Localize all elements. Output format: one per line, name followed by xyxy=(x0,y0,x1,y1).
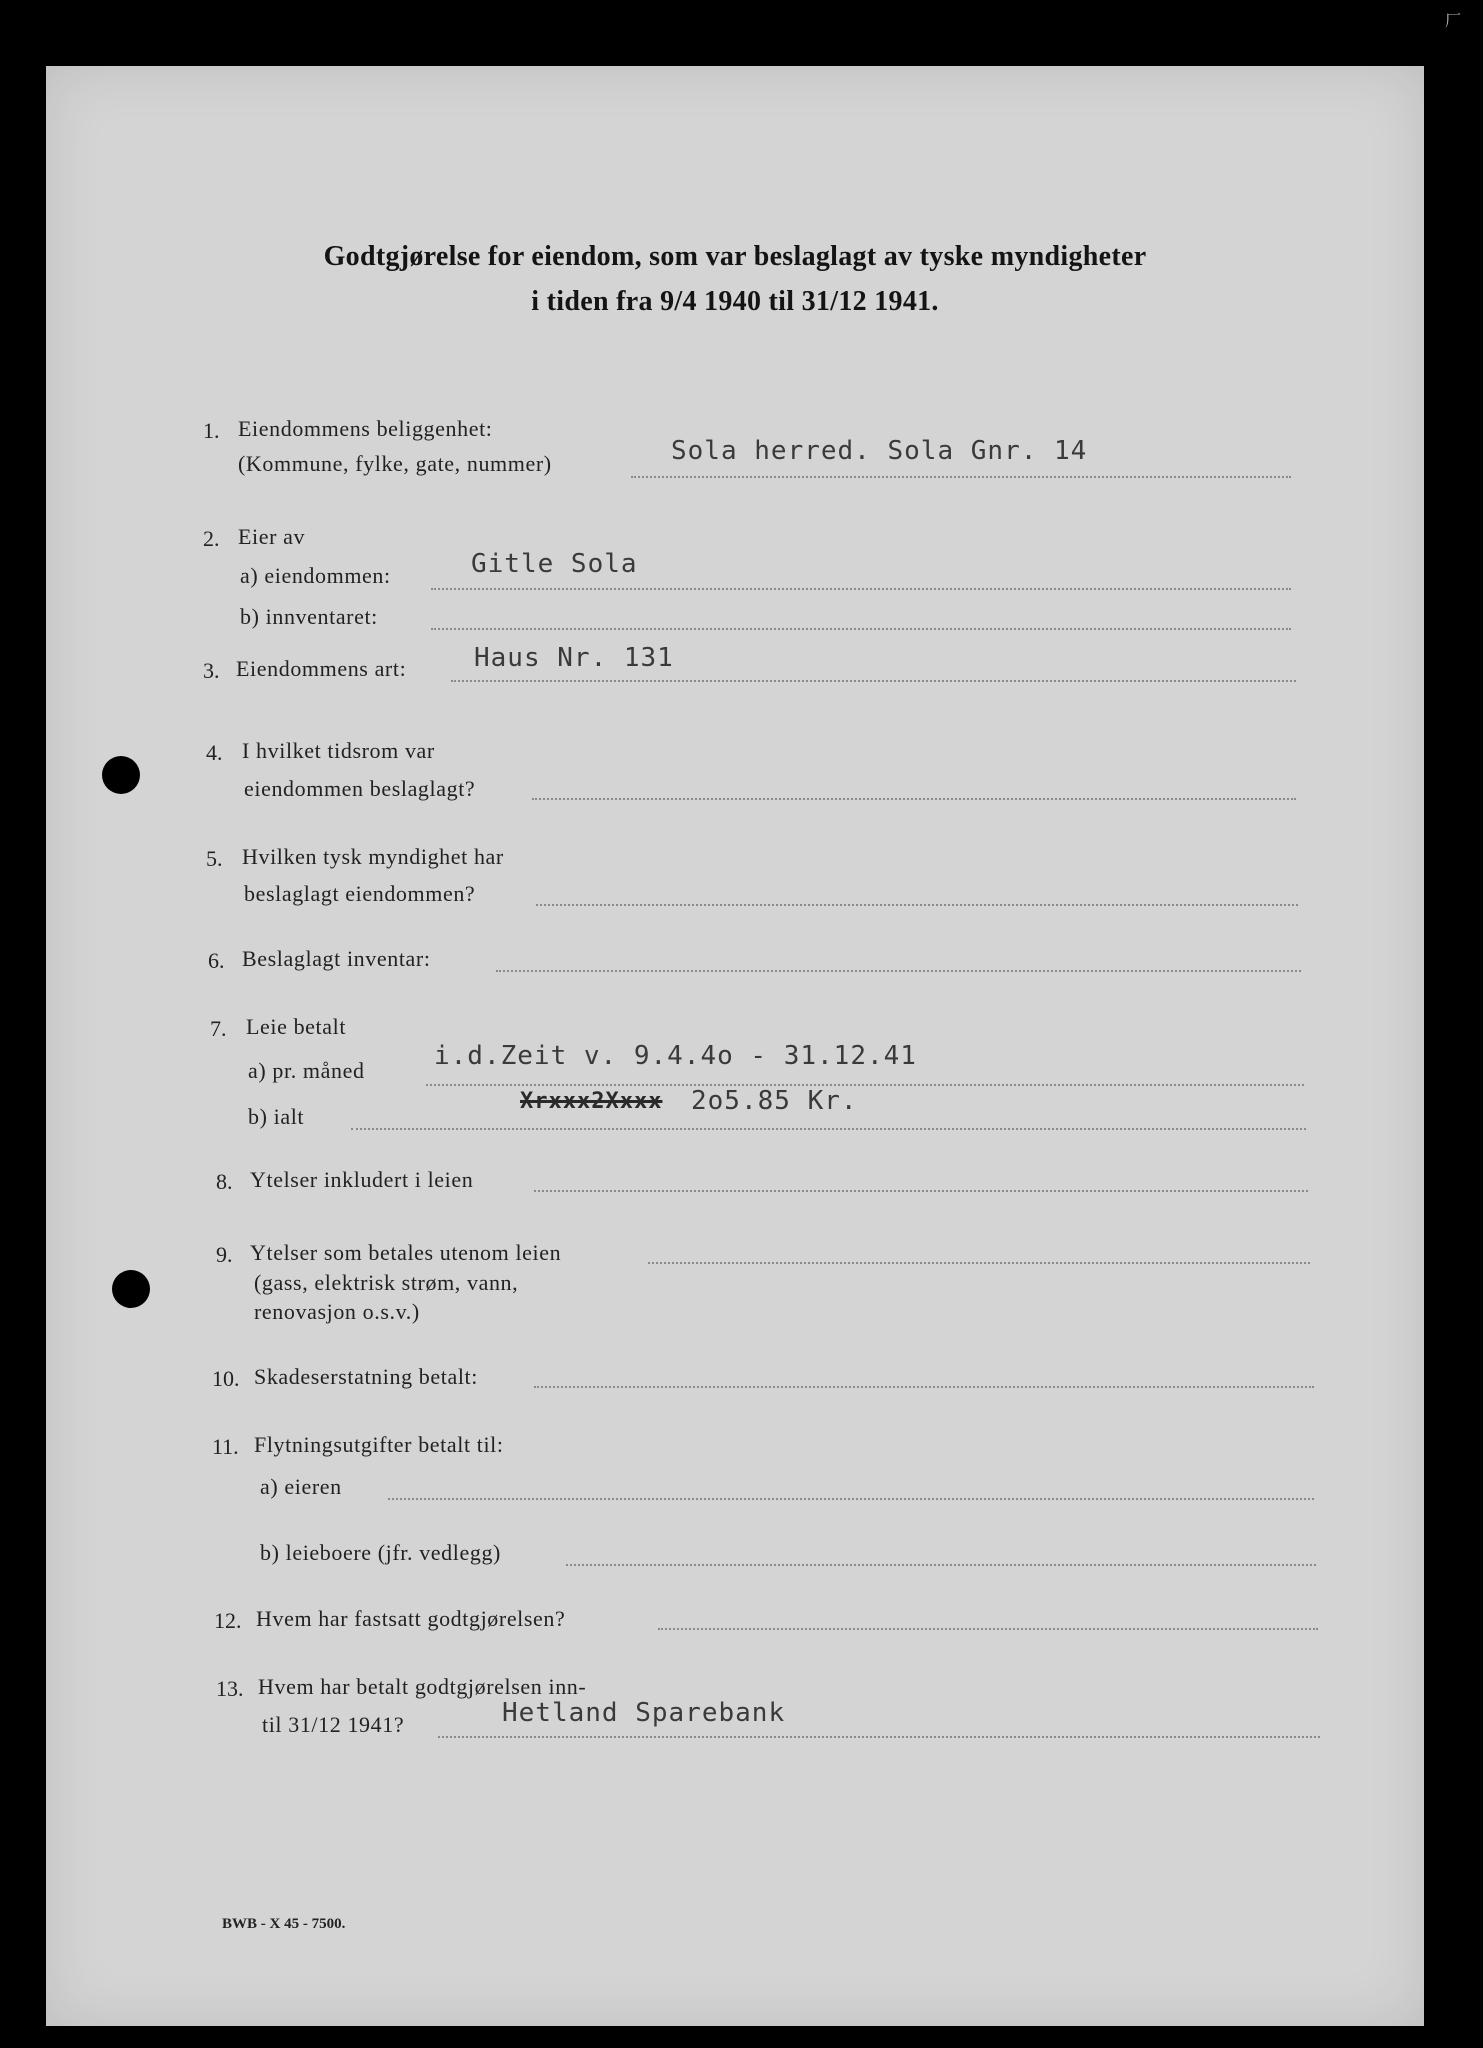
item-4-label: I hvilket tidsrom var xyxy=(242,738,435,763)
item-2-number: 2. xyxy=(203,526,220,551)
item-9-sublabel-2: renovasjon o.s.v.) xyxy=(254,1299,420,1324)
item-1-value[interactable]: Sola herred. Sola Gnr. 14 xyxy=(671,436,1088,466)
item-7b-value[interactable]: 2o5.85 Kr. xyxy=(691,1086,858,1116)
item-5-sublabel: beslaglagt eiendommen? xyxy=(244,881,476,906)
item-2a-label: a) eiendommen: xyxy=(240,563,391,588)
item-2a-dotted-line xyxy=(431,588,1291,590)
item-9-sublabel-1: (gass, elektrisk strøm, vann, xyxy=(254,1270,519,1295)
item-13-label: Hvem har betalt godtgjørelsen inn- xyxy=(258,1674,587,1699)
item-1-sublabel: (Kommune, fylke, gate, nummer) xyxy=(238,451,552,476)
item-11-number: 11. xyxy=(212,1434,239,1459)
item-1-label: Eiendommens beliggenhet: xyxy=(238,416,493,441)
item-9-label: Ytelser som betales utenom leien xyxy=(250,1240,562,1265)
punch-hole-lower xyxy=(112,1270,150,1308)
item-5-dotted-line xyxy=(536,904,1298,906)
corner-mark: ⼚ xyxy=(1444,11,1461,30)
punch-hole-upper xyxy=(102,756,140,794)
item-12-number: 12. xyxy=(214,1608,242,1633)
item-3-number: 3. xyxy=(203,658,220,683)
item-13-dotted-line xyxy=(438,1736,1320,1738)
item-7b-label: b) ialt xyxy=(248,1104,305,1129)
item-2b-dotted-line xyxy=(431,628,1291,630)
item-10-number: 10. xyxy=(212,1366,240,1391)
item-7-label: Leie betalt xyxy=(246,1014,347,1039)
item-7a-value[interactable]: i.d.Zeit v. 9.4.4o - 31.12.41 xyxy=(434,1041,917,1071)
item-12-dotted-line xyxy=(658,1628,1318,1630)
item-9-number: 9. xyxy=(216,1242,233,1267)
item-7b-dotted-line xyxy=(351,1128,1306,1130)
item-2b-label: b) innventaret: xyxy=(240,604,378,629)
form-title-line1: Godtgjørelse for eiendom, som var beslaglagt av tyske myndigheter xyxy=(323,241,1147,272)
item-3-value[interactable]: Haus Nr. 131 xyxy=(474,643,674,673)
item-6-dotted-line xyxy=(496,970,1301,972)
item-12-label: Hvem har fastsatt godtgjørelsen? xyxy=(256,1606,566,1631)
item-8-number: 8. xyxy=(216,1169,233,1194)
item-7a-dotted-line xyxy=(426,1084,1304,1086)
item-6-number: 6. xyxy=(208,948,225,973)
item-1-number: 1. xyxy=(203,418,220,443)
item-3-label: Eiendommens art: xyxy=(236,656,407,681)
item-10-label: Skadeserstatning betalt: xyxy=(254,1364,478,1389)
item-7b-struck-text: Xrxxx2Xxxx xyxy=(520,1089,663,1114)
item-2a-value[interactable]: Gitle Sola xyxy=(471,549,638,579)
form-page xyxy=(46,66,1424,2026)
item-7-number: 7. xyxy=(210,1016,227,1041)
item-7a-label: a) pr. måned xyxy=(248,1058,365,1083)
item-4-number: 4. xyxy=(206,740,223,765)
item-11b-dotted-line xyxy=(566,1564,1316,1566)
item-4-sublabel: eiendommen beslaglagt? xyxy=(244,776,476,801)
item-11a-dotted-line xyxy=(388,1498,1314,1500)
item-5-label: Hvilken tysk myndighet har xyxy=(242,844,504,869)
item-9-dotted-line xyxy=(648,1262,1310,1264)
item-10-dotted-line xyxy=(534,1386,1314,1388)
form-print-code: BWB - X 45 - 7500. xyxy=(222,1916,346,1932)
item-11a-label: a) eieren xyxy=(260,1474,342,1499)
item-8-dotted-line xyxy=(534,1190,1308,1192)
item-3-dotted-line xyxy=(451,680,1296,682)
item-2-label: Eier av xyxy=(238,524,306,549)
item-11-label: Flytningsutgifter betalt til: xyxy=(254,1432,504,1457)
item-8-label: Ytelser inkludert i leien xyxy=(250,1167,474,1192)
item-6-label: Beslaglagt inventar: xyxy=(242,946,431,971)
item-13-value[interactable]: Hetland Sparebank xyxy=(502,1698,786,1728)
item-1-dotted-line xyxy=(631,476,1291,478)
item-4-dotted-line xyxy=(532,798,1296,800)
item-11b-label: b) leieboere (jfr. vedlegg) xyxy=(260,1540,501,1565)
item-13-sublabel: til 31/12 1941? xyxy=(262,1712,405,1737)
item-13-number: 13. xyxy=(216,1676,244,1701)
form-title-line2: i tiden fra 9/4 1940 til 31/12 1941. xyxy=(531,286,939,317)
item-5-number: 5. xyxy=(206,846,223,871)
